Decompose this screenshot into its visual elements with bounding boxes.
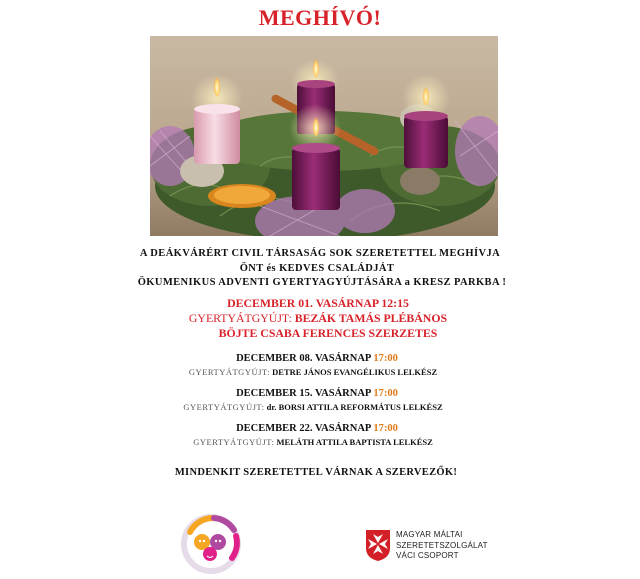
event-date: DECEMBER 08. VASÁRNAP [236,353,371,364]
event-speaker-line [0,402,640,412]
event-dec-22 [0,423,640,447]
event-dec-15 [0,388,640,412]
event-speaker: MELÁTH ATTILA BAPTISTA LELKÉSZ [276,437,433,447]
event-speaker: DETRE JÁNOS EVANGÉLIKUS LELKÉSZ [272,367,438,377]
intro-line-2: ÖNT és KEDVES CSALÁDJÁT [239,262,395,274]
family-circle-logo [180,514,242,574]
event-dec-08 [0,353,640,377]
intro-line-3: ÖKUMENIKUS ADVENTI GYERTYAGYÚJTÁSÁRA a KRESZ PARKBA ! [137,277,507,288]
event-time: 17:00 [373,353,398,364]
event-date-line [0,388,640,399]
intro-line-1: A DEÁKVÁRÉRT CIVIL TÁRSASÁG SOK SZERETETTEL MEGHÍVJA [139,248,501,259]
event-date: DECEMBER 15. VASÁRNAP [236,388,371,399]
event-time: 17:00 [373,423,398,434]
family-logo-icon [180,514,242,574]
event-date: DECEMBER 22. VASÁRNAP [236,423,371,434]
event-speaker-line [0,437,640,447]
maltese-line-2: SZERETETSZOLGÁLAT [396,540,488,550]
event-speaker-line [0,311,640,326]
event-label: GYERTYÁTGYÚJT: [193,437,275,447]
event-date: DECEMBER 01. VASÁRNAP 12:15 [227,296,409,310]
event-speaker: dr. BORSI ATTILA REFORMÁTUS LELKÉSZ [266,402,443,412]
event-date-line [0,353,640,364]
invitation-intro [0,247,640,291]
maltese-line-1: MAGYAR MÁLTAI [396,530,463,539]
event-date-line [0,423,640,434]
event-speaker-2: BÖJTE CSABA FERENCES SZERZETES [218,326,438,340]
maltese-logo-text [396,530,556,562]
event-label: GYERTYÁTGYÚJT: [188,367,271,377]
invitation-title: MEGHÍVÓ! [258,5,382,30]
maltese-logo [364,528,488,567]
advent-wreath-image [150,36,498,236]
event-dec-01 [0,296,640,341]
event-time: 17:00 [373,388,398,399]
closing-line: MINDENKIT SZERETETTEL VÁRNAK A SZERVEZŐK! [174,467,458,478]
advent-wreath-photo [150,36,498,236]
maltese-line-3: VÁCI CSOPORT [396,551,459,560]
event-speaker-line [0,367,640,377]
event-label: GYERTYÁTGYÚJT: [188,311,292,325]
event-label: GYERTYÁTGYÚJT: [183,402,265,412]
maltese-cross-shield-icon [364,528,392,562]
event-speaker: BEZÁK TAMÁS PLÉBÁNOS [294,311,448,325]
